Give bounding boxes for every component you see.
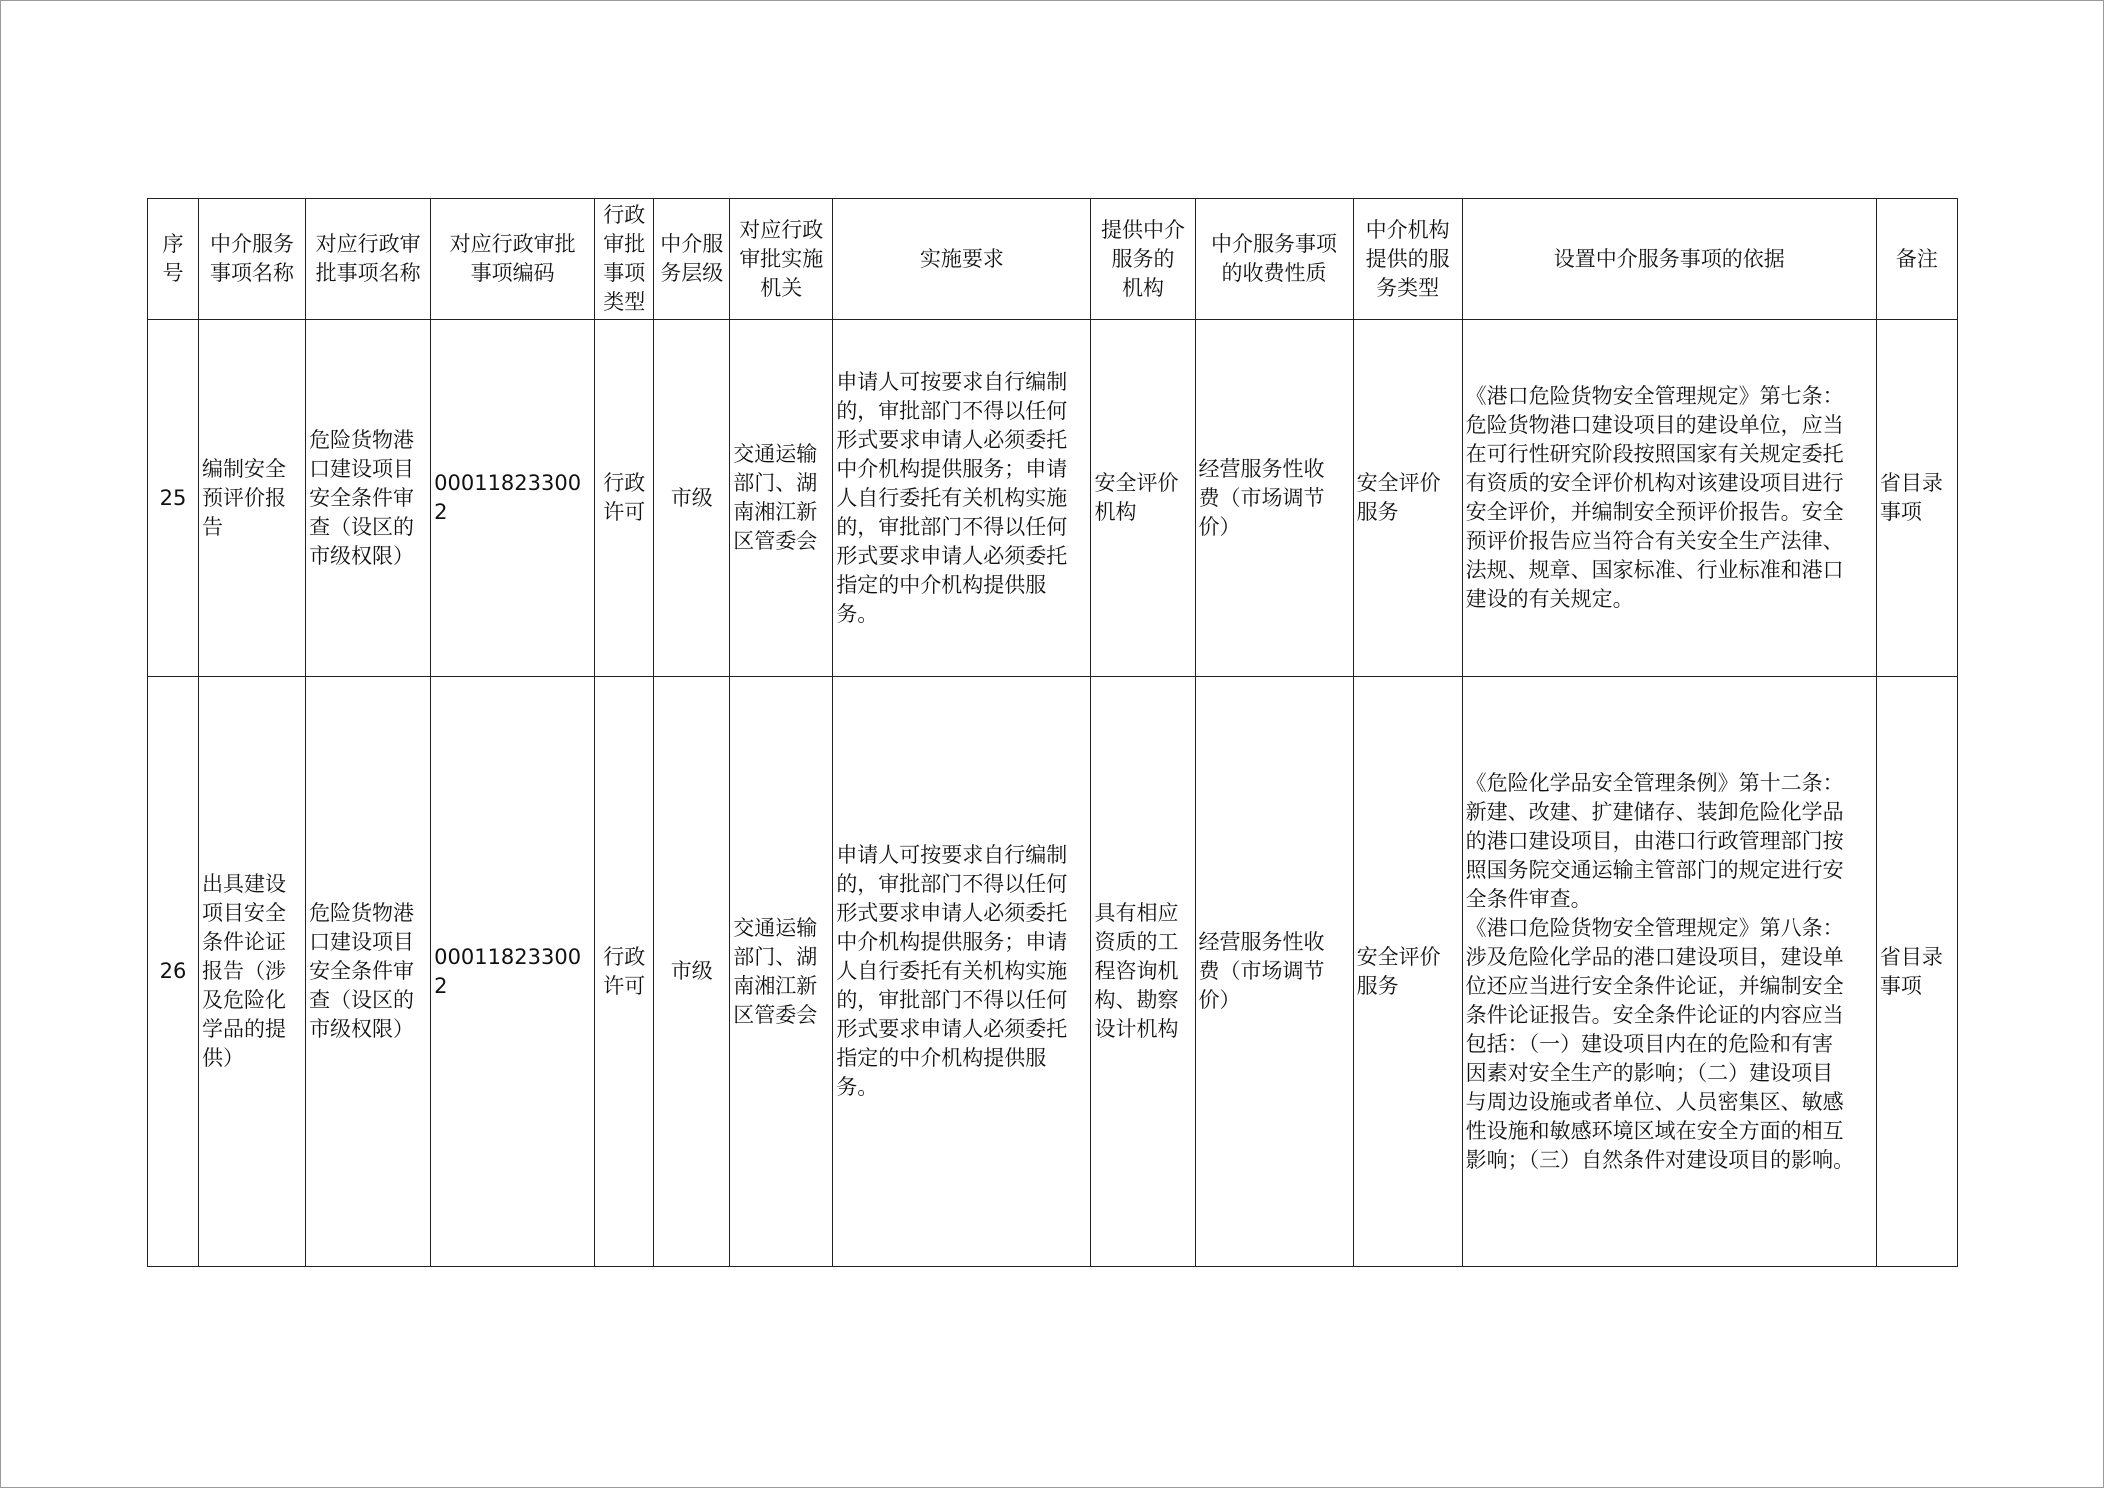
cell-approval-name: 危险货物港 口建设项目 安全条件审 查（设区的 市级权限） xyxy=(306,677,431,1267)
cell-approval-code: 000118233002 xyxy=(431,320,595,677)
table-row xyxy=(148,320,1958,677)
cell-approval-name: 危险货物港 口建设项目 安全条件审 查（设区的 市级权限） xyxy=(306,320,431,677)
cell-service-level: 市级 xyxy=(654,677,730,1267)
header-service-level: 中介服 务层级 xyxy=(654,199,730,320)
cell-seq: 25 xyxy=(148,320,199,677)
cell-remark: 省目录 事项 xyxy=(1876,677,1957,1267)
header-service-type: 中介机构 提供的服 务类型 xyxy=(1353,199,1462,320)
header-approval-code: 对应行政审批 事项编码 xyxy=(431,199,595,320)
table-header-row xyxy=(148,199,1958,320)
cell-service-level: 市级 xyxy=(654,320,730,677)
cell-approval-code: 000118233002 xyxy=(431,677,595,1267)
header-remark: 备注 xyxy=(1876,199,1957,320)
cell-service-type: 安全评价 服务 xyxy=(1353,320,1462,677)
cell-seq: 26 xyxy=(148,677,199,1267)
header-requirements: 实施要求 xyxy=(833,199,1091,320)
cell-approval-type: 行政 许可 xyxy=(595,677,654,1267)
cell-remark: 省目录 事项 xyxy=(1876,320,1957,677)
cell-basis: 《港口危险货物安全管理规定》第七条： 危险货物港口建设项目的建设单位，应当 在可行性研究阶段按照国家有关规定委托 有资质的安全评价机构对该建设项目进行 安全评价，并编制安全预评价报告。安全 预评价报告应当符合有关安全生产法律、 法规、规章、国家标准、行业标准和港口 建设的有关规定。 xyxy=(1462,320,1876,677)
table-row xyxy=(148,677,1958,1267)
cell-fee-nature: 经营服务性收 费（市场调节 价） xyxy=(1195,677,1353,1267)
cell-fee-nature: 经营服务性收 费（市场调节 价） xyxy=(1195,320,1353,677)
cell-requirements: 申请人可按要求自行编制 的，审批部门不得以任何 形式要求申请人必须委托 中介机构提供服务；申请 人自行委托有关机构实施 的，审批部门不得以任何 形式要求申请人必须委托 指定的中介机构提供服 务。 xyxy=(833,677,1091,1267)
cell-provider: 具有相应 资质的工 程咨询机 构、勘察 设计机构 xyxy=(1091,677,1195,1267)
cell-service-name: 出具建设 项目安全 条件论证 报告（涉 及危险化 学品的提 供） xyxy=(199,677,306,1267)
header-basis: 设置中介服务事项的依据 xyxy=(1462,199,1876,320)
header-seq: 序 号 xyxy=(148,199,199,320)
header-approval-name: 对应行政审 批事项名称 xyxy=(306,199,431,320)
header-authority: 对应行政 审批实施 机关 xyxy=(730,199,833,320)
header-provider: 提供中介 服务的 机构 xyxy=(1091,199,1195,320)
cell-authority: 交通运输 部门、湖 南湘江新 区管委会 xyxy=(730,677,833,1267)
cell-requirements: 申请人可按要求自行编制 的，审批部门不得以任何 形式要求申请人必须委托 中介机构提供服务；申请 人自行委托有关机构实施 的，审批部门不得以任何 形式要求申请人必须委托 指定的中介机构提供服 务。 xyxy=(833,320,1091,677)
header-service-name: 中介服务 事项名称 xyxy=(199,199,306,320)
cell-authority: 交通运输 部门、湖 南湘江新 区管委会 xyxy=(730,320,833,677)
cell-provider: 安全评价 机构 xyxy=(1091,320,1195,677)
header-approval-type: 行政 审批 事项 类型 xyxy=(595,199,654,320)
cell-service-name: 编制安全 预评价报 告 xyxy=(199,320,306,677)
intermediary-services-table xyxy=(147,198,1958,1267)
cell-approval-type: 行政 许可 xyxy=(595,320,654,677)
header-fee-nature: 中介服务事项 的收费性质 xyxy=(1195,199,1353,320)
cell-basis: 《危险化学品安全管理条例》第十二条： 新建、改建、扩建储存、装卸危险化学品 的港口建设项目，由港口行政管理部门按 照国务院交通运输主管部门的规定进行安 全条件审查。 《港口危险货物安全管理规定》第八条： 涉及危险化学品的港口建设项目，建设单 位还应当进行安全条件论证，并编制安全 条件论证报告。安全条件论证的内容应当 包括：（一）建设项目内在的危险和有害 因素对安全生产的影响；（二）建设项目 与周边设施或者单位、人员密集区、敏感 性设施和敏感环境区域在安全方面的相互 影响；（三）自然条件对建设项目的影响。 xyxy=(1462,677,1876,1267)
cell-service-type: 安全评价 服务 xyxy=(1353,677,1462,1267)
